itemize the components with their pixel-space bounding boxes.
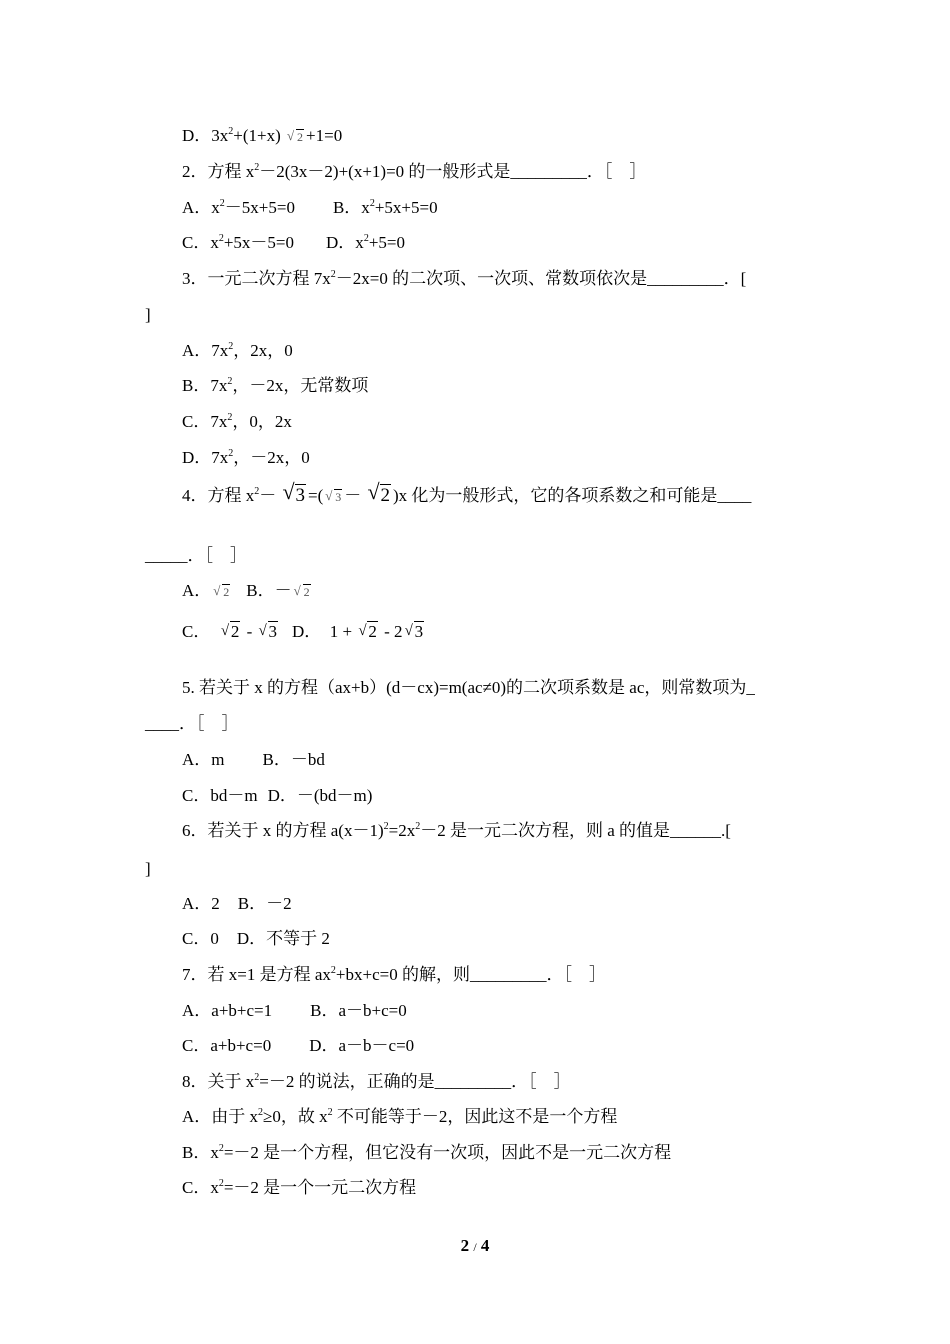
q5-options-ab: A．m B．－bd bbox=[182, 750, 325, 769]
q3-option-d: D．$7x^2$，－2x，0 bbox=[182, 448, 310, 467]
q3-option-c: C．$7x^2$，0，2x bbox=[182, 412, 292, 431]
question-5-continued: ____．［ ］ bbox=[145, 714, 239, 733]
page-number: 2 / 4 bbox=[460, 1236, 490, 1255]
question-4-continued: _____．［ ］ bbox=[145, 546, 247, 565]
sqrt-2: √ 2 bbox=[287, 127, 304, 147]
question-3: 3．一元二次方程 $7x^2-2x=0$ 的二次项、一次项、常数项依次是_________．[ bbox=[182, 269, 747, 288]
q6-options-cd: C．0 D．不等于 2 bbox=[182, 929, 330, 948]
q2-options-ab: A．$x^2-5x+5=0$ B．$x^2+5x+5=0$ bbox=[182, 198, 438, 217]
sqrt-3-small: √ 3 bbox=[325, 487, 342, 507]
sqrt-3: √ 3 bbox=[259, 622, 279, 642]
q4-options-ab: A．√ 2 B．－√ 2 bbox=[182, 581, 313, 602]
question-6-bracket: ] bbox=[145, 859, 151, 878]
question-8: 8．关于 $x^2=-2$ 的说法，正确的是_________．［ ］ bbox=[182, 1072, 571, 1091]
q7-options-cd: C．a+b+c=0 D．a－b－c=0 bbox=[182, 1036, 415, 1055]
q8-option-c: C．$x^2=-2$ 是一个一元二次方程 bbox=[182, 1178, 417, 1197]
q3-option-a: A．$7x^2$，2x，0 bbox=[182, 341, 293, 360]
question-2: 2．方程 $x^2-2(3x-2)+(x+1)=0$ 的一般形式是_________．［ ］ bbox=[182, 162, 647, 181]
sqrt-2: √ 2 bbox=[294, 582, 311, 602]
question-6: 6．若关于 x 的方程 $a(x-1)^2=2x^2-2$ 是一元二次方程，则 a 的值是______.[ bbox=[182, 821, 731, 840]
sqrt-2: √ 2 bbox=[358, 622, 378, 642]
q8-option-a: A．由于 $x^2\ge 0$，故 $x^2$ 不可能等于－2，因此这不是一个方程 bbox=[182, 1107, 618, 1126]
q6-options-ab: A．2 B．－2 bbox=[182, 894, 292, 913]
sqrt-2: √ 2 bbox=[213, 582, 230, 602]
q7-options-ab: A．a+b+c=1 B．a－b+c=0 bbox=[182, 1001, 407, 1020]
q8-option-b: B．$x^2=-2$ 是一个方程，但它没有一次项，因此不是一元二次方程 bbox=[182, 1143, 672, 1162]
q5-options-cd: C．bd－m D．－(bd－m) bbox=[182, 786, 373, 805]
sqrt-2: √ 2 bbox=[368, 486, 392, 506]
question-3-bracket: ] bbox=[145, 305, 151, 324]
question-5: 5. 若关于 x 的方程（ax+b）(d－cx)=m(ac≠0)的二次项系数是 ac，则常数项为_ bbox=[182, 678, 755, 697]
question-7: 7．若 x=1 是方程 $ax^2+bx+c=0$ 的解，则_________．［ ］ bbox=[182, 965, 606, 984]
q4-options-cd: C． √ 2 - √ 3 D． 1 + √ 2 - 2√ 3 bbox=[182, 622, 426, 642]
option-d-q1: D．$3x^2+(1+x)$ √ 2 +1=0 bbox=[182, 126, 342, 147]
q2-options-cd: C．$x^2+5x-5=0$ D．$x^2+5=0$ bbox=[182, 233, 405, 252]
sqrt-3: √ 3 bbox=[405, 622, 425, 642]
sqrt-3: √ 3 bbox=[283, 486, 307, 506]
q3-option-b: B．$7x^2$，－2x，无常数项 bbox=[182, 376, 369, 395]
sqrt-2: √ 2 bbox=[221, 622, 241, 642]
question-4: 4．方程 $x^2-$ √ 3 =(√ 3 － √ 2 )x 化为一般形式，它的各项系数之和可能是____ bbox=[182, 486, 751, 507]
